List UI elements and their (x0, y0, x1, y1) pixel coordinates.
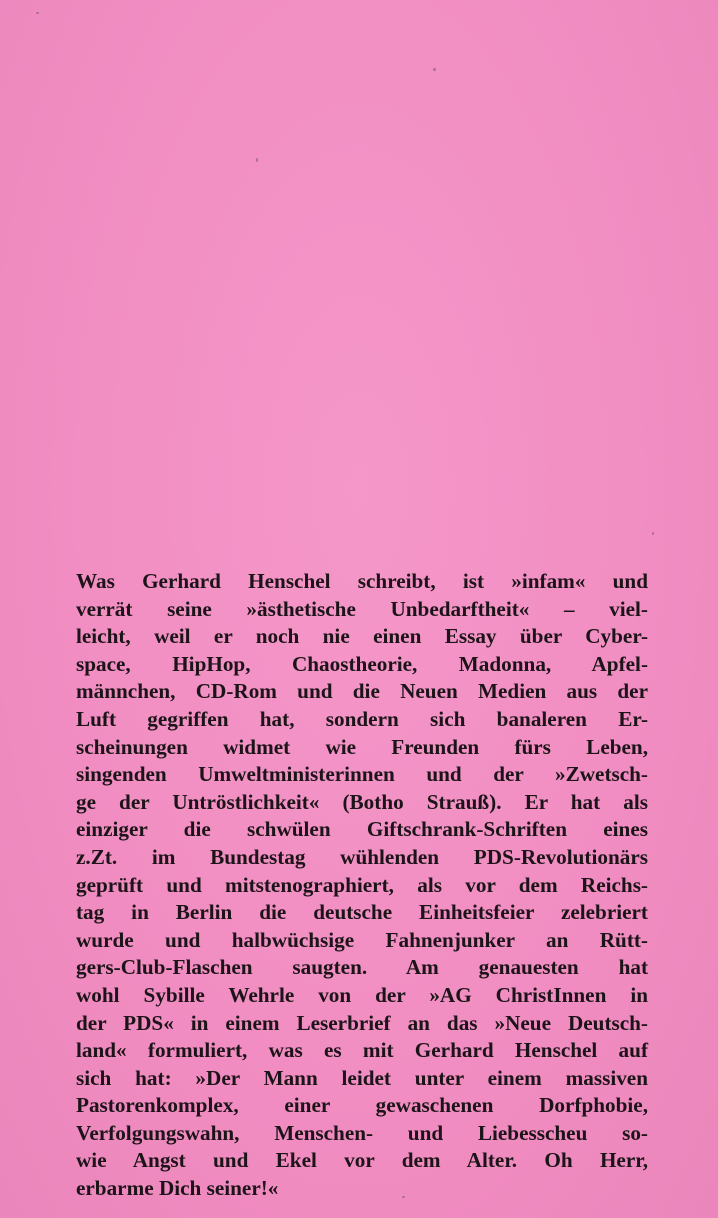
blurb-line: scheinungen widmet wie Freunden fürs Leben, (76, 734, 648, 759)
print-speck (433, 68, 436, 71)
blurb-line: wurde und halbwüchsige Fahnenjunker an Rütt- (76, 927, 648, 952)
blurb-line: wie Angst und Ekel vor dem Alter. Oh Herr, (76, 1148, 648, 1173)
blurb-line: leicht, weil er noch nie einen Essay über Cyber- (76, 624, 648, 649)
blurb-line: ge der Untröstlichkeit« (Botho Strauß). Er hat als (76, 789, 648, 814)
blurb-line: tag in Berlin die deutsche Einheitsfeier zelebriert (76, 900, 648, 925)
blurb-line: z.Zt. im Bundestag wühlenden PDS-Revolutionärs (76, 844, 648, 869)
blurb-text (76, 568, 648, 1203)
blurb-line: Was Gerhard Henschel schreibt, ist »infam« und (76, 569, 648, 593)
blurb-line: geprüft und mitstenographiert, als vor dem Reichs- (76, 872, 648, 897)
blurb-line: Verfolgungswahn, Menschen- und Liebesscheu so- (76, 1120, 648, 1145)
blurb-line: erbarme Dich seiner!« (76, 1176, 279, 1201)
blurb-line: einziger die schwülen Giftschrank-Schriften eines (76, 817, 648, 842)
blurb-line: land« formuliert, was es mit Gerhard Henschel auf (76, 1038, 648, 1063)
print-speck (256, 158, 258, 162)
blurb-line: Pastorenkomplex, einer gewaschenen Dorfphobie, (76, 1093, 648, 1118)
blurb-line: männchen, CD-Rom und die Neuen Medien aus der (76, 679, 648, 704)
print-speck (36, 12, 39, 14)
blurb-line: space, HipHop, Chaostheorie, Madonna, Apfel- (76, 651, 648, 676)
blurb-line: gers-Club-Flaschen saugten. Am genauesten hat (76, 955, 648, 980)
blurb-line: sich hat: »Der Mann leidet unter einem massiven (76, 1065, 648, 1090)
blurb-line: singenden Umweltministerinnen und der »Zwetsch- (76, 762, 648, 787)
blurb-line: Luft gegriffen hat, sondern sich banaleren Er- (76, 706, 648, 731)
blurb-line: der PDS« in einem Leserbrief an das »Neue Deutsch- (76, 1010, 648, 1035)
blurb-line: wohl Sybille Wehrle von der »AG ChristInnen in (76, 982, 648, 1007)
print-speck (652, 532, 654, 535)
blurb-line: verrät seine »ästhetische Unbedarftheit« – viel- (76, 596, 648, 621)
